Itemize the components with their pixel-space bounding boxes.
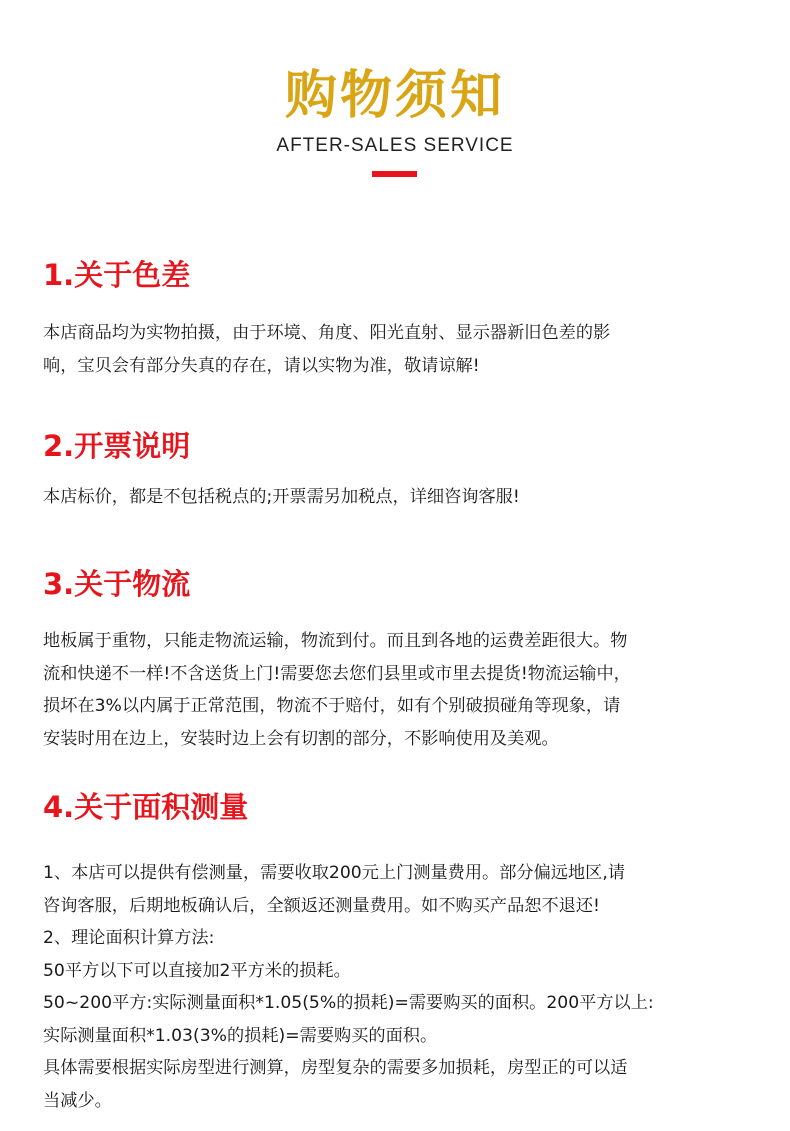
text-line: 损坏在3%以内属于正常范围，物流不于赔付，如有个别破损碰角等现象，请 [43, 696, 621, 716]
title-accent-bar [372, 171, 417, 177]
section-heading-color-difference: 1.关于色差 [43, 258, 191, 292]
page-title: 购物须知 [284, 66, 505, 126]
text-line: 50平方以下可以直接加2平方米的损耗。 [43, 960, 351, 981]
text-line: 响，宝贝会有部分失真的存在，请以实物为准，敬请谅解! [43, 355, 480, 376]
section-body-color-difference [43, 317, 753, 382]
text-line: 地板属于重物，只能走物流运输，物流到付。而且到各地的运费差距很大。物 [43, 631, 628, 651]
text-line: 本店标价，都是不包括税点的;开票需另加税点，详细咨询客服! [43, 487, 520, 507]
text-line: 当减少。 [43, 1090, 112, 1111]
section-heading-area-measurement: 4.关于面积测量 [43, 790, 249, 824]
text-line: 安装时用在边上，安装时边上会有切割的部分，不影响使用及美观。 [43, 728, 559, 749]
text-line: 流和快递不一样!不含送货上门!需要您去您们县里或市里去提货!物流运输中， [43, 663, 631, 684]
text-line: 实际测量面积*1.03(3%的损耗)=需要购买的面积。 [43, 1025, 438, 1046]
section-body-invoice [43, 481, 753, 514]
text-line: 本店商品均为实物拍摄，由于环境、角度、阳光直射、显示器新旧色差的影 [43, 323, 611, 343]
text-line: 咨询客服，后期地板确认后，全额返还测量费用。如不购买产品恕不退还! [43, 895, 600, 916]
section-heading-invoice: 2.开票说明 [43, 429, 191, 463]
section-heading-logistics: 3.关于物流 [43, 567, 191, 601]
text-line: 具体需要根据实际房型进行测算，房型复杂的需要多加损耗，房型正的可以适 [43, 1058, 628, 1078]
section-body-area-measurement [43, 857, 753, 1117]
section-body-logistics [43, 625, 753, 755]
text-line: 1、本店可以提供有偿测量，需要收取200元上门测量费用。部分偏远地区,请 [43, 863, 626, 883]
text-line: 50~200平方:实际测量面积*1.05(5%的损耗)=需要购买的面积。200平方以上: [43, 993, 654, 1013]
text-line: 2、理论面积计算方法: [43, 928, 215, 948]
page-subtitle: AFTER-SALES SERVICE [276, 135, 514, 156]
page-header [0, 64, 790, 158]
